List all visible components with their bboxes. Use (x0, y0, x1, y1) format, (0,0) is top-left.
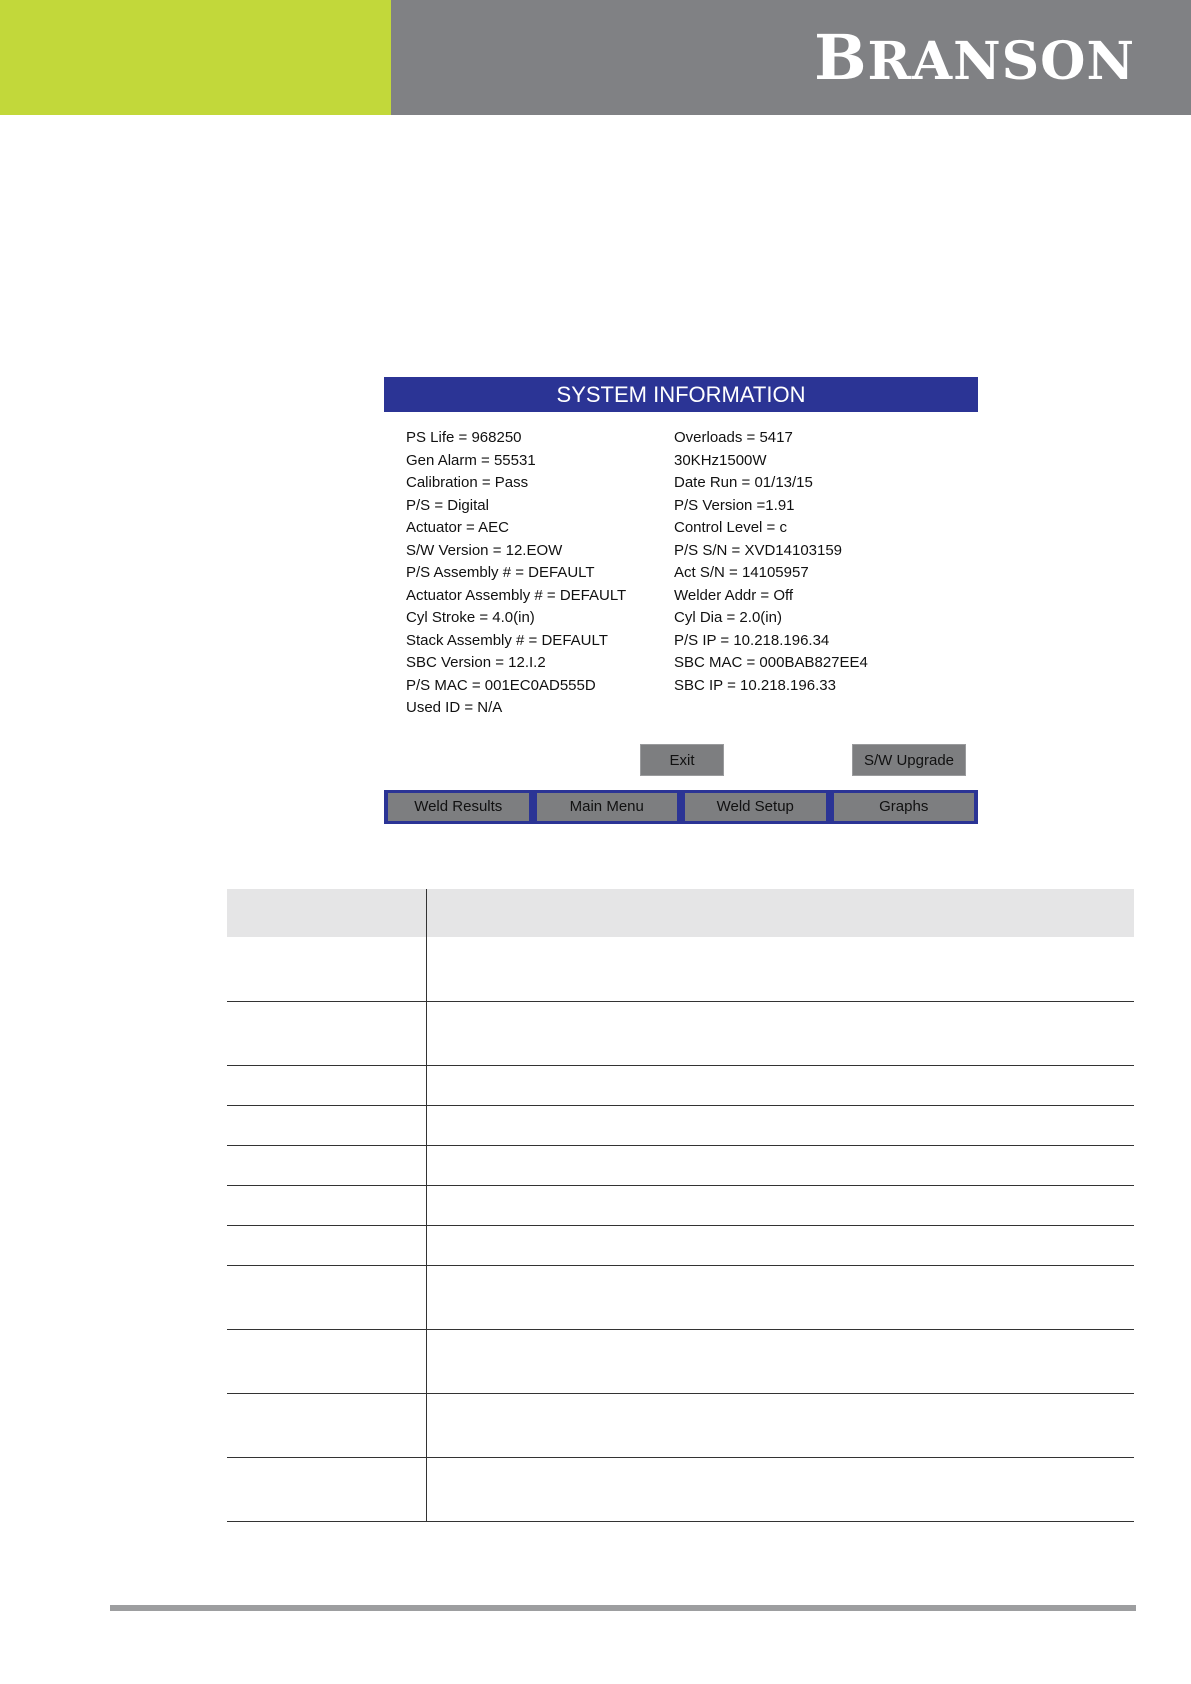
info-line: SBC Version = 12.I.2 (406, 654, 546, 671)
main-menu-button[interactable]: Main Menu (537, 793, 678, 821)
table-row (227, 1226, 1134, 1266)
exit-button[interactable]: Exit (640, 744, 724, 776)
sw-upgrade-button[interactable]: S/W Upgrade (852, 744, 966, 776)
info-line: Welder Addr = Off (674, 586, 794, 604)
info-line: Date Run = 01/13/15 (674, 474, 813, 491)
info-line: SBC IP = 10.218.196.33 (674, 676, 836, 694)
table-row (227, 1002, 1134, 1066)
weld-results-button[interactable]: Weld Results (388, 793, 529, 821)
info-line: Gen Alarm = 55531 (406, 451, 536, 469)
info-line: PS Life = 968250 (406, 429, 522, 446)
table-row (227, 1066, 1134, 1106)
header-accent-bar (0, 0, 391, 115)
info-line: P/S MAC = 001EC0AD555D (406, 676, 596, 694)
info-line: Used ID = N/A (406, 699, 503, 716)
table-row (227, 1394, 1134, 1458)
table-column-divider (426, 889, 427, 1521)
info-line: P/S S/N = XVD14103159 (674, 541, 843, 559)
table-row (227, 1266, 1134, 1330)
info-line: Act S/N = 14105957 (674, 564, 809, 581)
table-row (227, 1330, 1134, 1394)
info-line: SBC MAC = 000BAB827EE4 (674, 654, 868, 671)
info-line: Calibration = Pass (406, 474, 529, 491)
table-header-row (227, 889, 1134, 937)
table-row (227, 1106, 1134, 1146)
table-row (227, 1186, 1134, 1226)
info-line: Control Level = c (674, 519, 787, 536)
info-line: P/S IP = 10.218.196.34 (674, 631, 830, 649)
bottom-nav-bar (384, 790, 978, 824)
info-right-column (674, 427, 868, 697)
info-line: P/S = Digital (406, 496, 489, 514)
header-bar (391, 0, 1191, 115)
info-line: Overloads = 5417 (674, 429, 793, 446)
weld-setup-button[interactable]: Weld Setup (685, 793, 826, 821)
info-line: P/S Version =1.91 (674, 496, 795, 514)
screen-title: SYSTEM INFORMATION (384, 377, 978, 412)
system-information-screen (384, 377, 978, 824)
info-line: 30KHz1500W (674, 451, 767, 469)
footer-rule (110, 1605, 1136, 1611)
table-row (227, 1458, 1134, 1522)
info-line: P/S Assembly # = DEFAULT (406, 564, 595, 581)
info-line: Cyl Stroke = 4.0(in) (406, 609, 535, 626)
table-row (227, 937, 1134, 1002)
table-row (227, 1146, 1134, 1186)
branson-logo: BRANSON (814, 21, 1135, 94)
info-line: Cyl Dia = 2.0(in) (674, 609, 782, 626)
info-line: Stack Assembly # = DEFAULT (406, 631, 608, 649)
info-line: Actuator = AEC (406, 519, 509, 536)
description-table (227, 889, 1134, 1522)
info-line: Actuator Assembly # = DEFAULT (406, 586, 627, 604)
graphs-button[interactable]: Graphs (834, 793, 975, 821)
info-left-column (406, 427, 626, 720)
info-line: S/W Version = 12.EOW (406, 541, 563, 559)
